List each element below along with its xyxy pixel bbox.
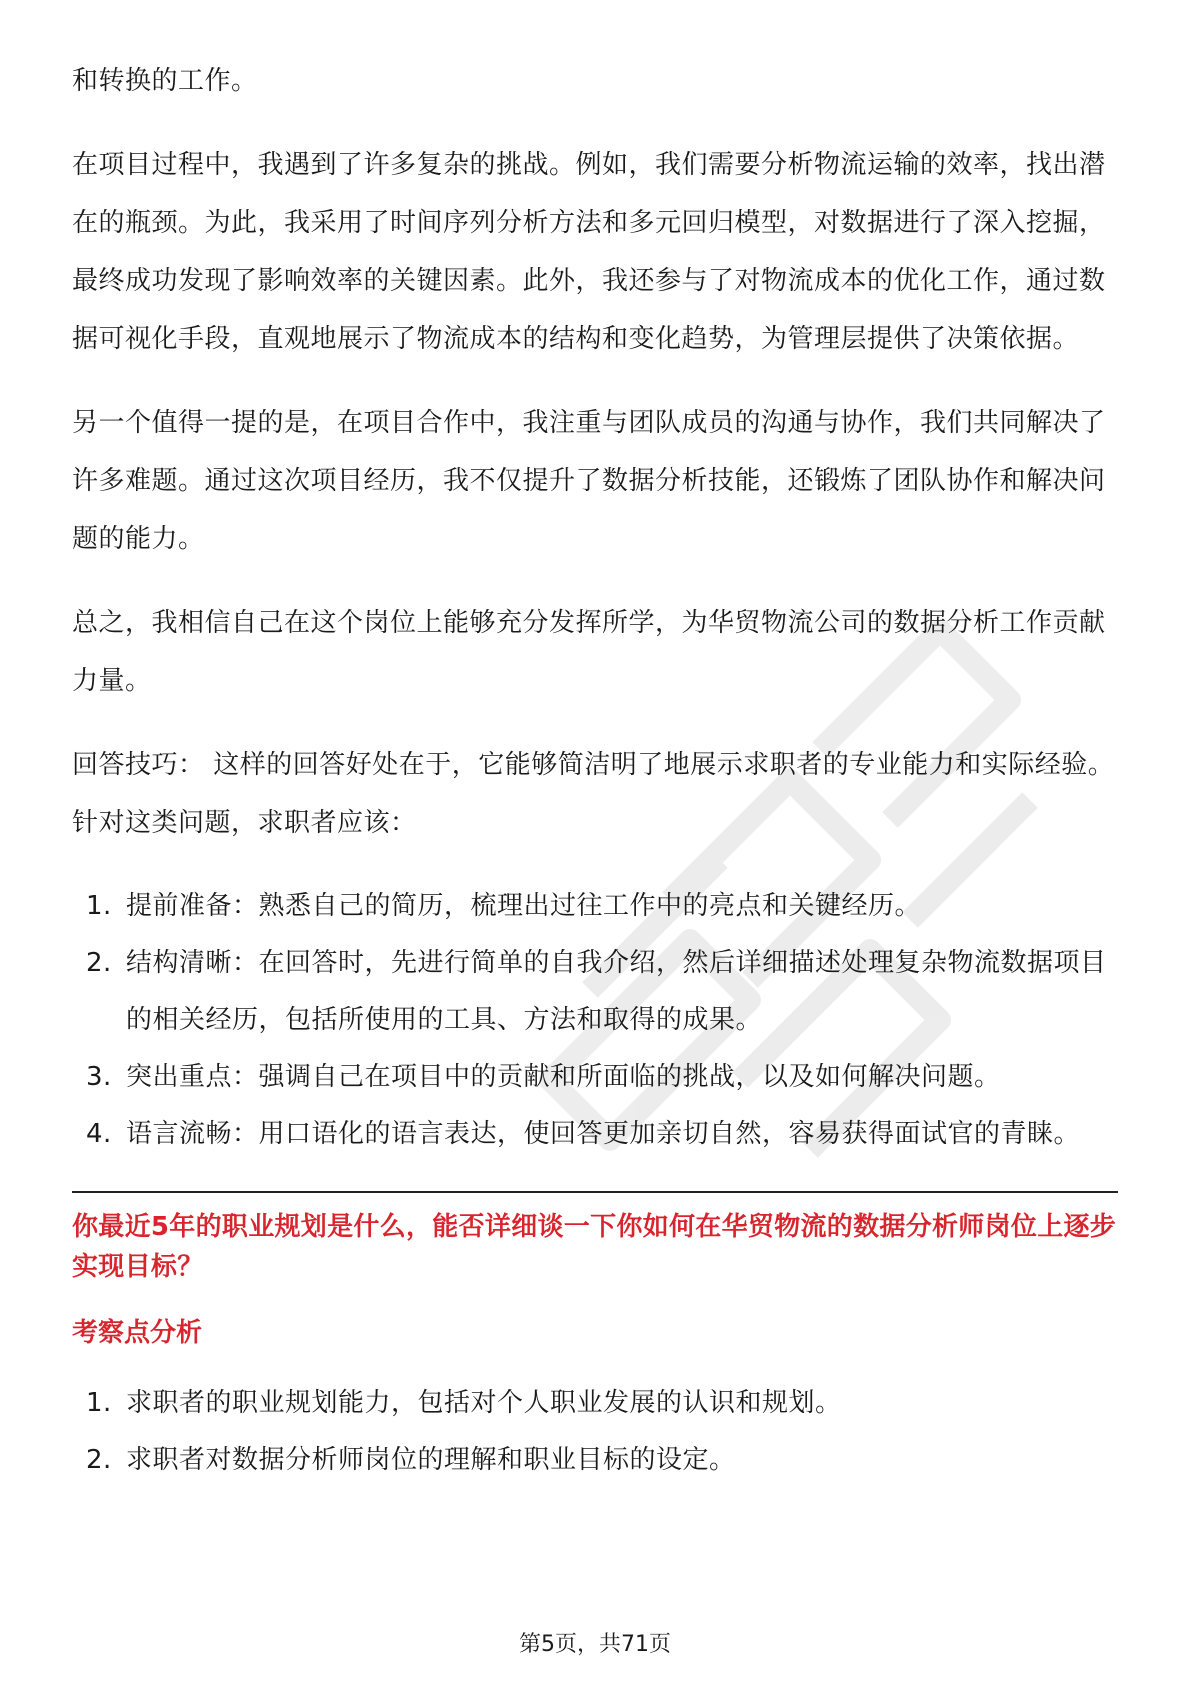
list-item-number: 3. bbox=[86, 1062, 112, 1092]
list-item-number: 4. bbox=[86, 1119, 112, 1149]
list-item-text: 提前准备：熟悉自己的简历，梳理出过往工作中的亮点和关键经历。 bbox=[126, 891, 922, 921]
interview-question: 你最近5年的职业规划是什么，能否详细谈一下你如何在华贸物流的数据分析师岗位上逐步实现目标？ bbox=[72, 1212, 1117, 1282]
list-item-number: 2. bbox=[86, 1445, 112, 1475]
tips-list bbox=[72, 878, 1118, 1163]
list-item-number: 1. bbox=[86, 1388, 112, 1418]
paragraph-conclusion: 总之，我相信自己在这个岗位上能够充分发挥所学，为华贸物流公司的数据分析工作贡献力量。 bbox=[72, 608, 1106, 696]
list-item bbox=[72, 935, 1118, 1049]
list-item-number: 1. bbox=[86, 891, 112, 921]
analysis-points-list bbox=[72, 1375, 1118, 1489]
paragraph-answer-tips-intro: 回答技巧： 这样的回答好处在于，它能够简洁明了地展示求职者的专业能力和实际经验。针对这类问题，求职者应该： bbox=[72, 750, 1115, 838]
list-item bbox=[72, 1432, 1118, 1489]
list-item-text: 求职者的职业规划能力，包括对个人职业发展的认识和规划。 bbox=[126, 1388, 842, 1418]
list-item bbox=[72, 1375, 1118, 1432]
list-item-number: 2. bbox=[86, 948, 112, 978]
list-item-text: 语言流畅：用口语化的语言表达，使回答更加亲切自然，容易获得面试官的青睐。 bbox=[126, 1119, 1081, 1149]
page-footer: 第5页，共71页 bbox=[519, 1632, 671, 1657]
document-page bbox=[72, 52, 1118, 1489]
paragraph-team-collaboration: 另一个值得一提的是，在项目合作中，我注重与团队成员的沟通与协作，我们共同解决了许多难题。通过这次项目经历，我不仅提升了数据分析技能，还锻炼了团队协作和解决问题的能力。 bbox=[72, 408, 1106, 554]
list-item-text: 突出重点：强调自己在项目中的贡献和所面临的挑战，以及如何解决问题。 bbox=[126, 1062, 1001, 1092]
list-item bbox=[72, 1049, 1118, 1106]
list-item-text: 结构清晰：在回答时，先进行简单的自我介绍，然后详细描述处理复杂物流数据项目的相关经历，包括所使用的工具、方法和取得的成果。 bbox=[126, 948, 1107, 1035]
section-divider bbox=[72, 1191, 1118, 1193]
paragraph-continuation: 和转换的工作。 bbox=[72, 66, 258, 96]
list-item bbox=[72, 1106, 1118, 1163]
paragraph-project-challenges: 在项目过程中，我遇到了许多复杂的挑战。例如，我们需要分析物流运输的效率，找出潜在的瓶颈。为此，我采用了时间序列分析方法和多元回归模型，对数据进行了深入挖掘，最终成功发现了影响效率的关键因素。此外，我还参与了对物流成本的优化工作，通过数据可视化手段，直观地展示了物流成本的结构和变化趋势，为管理层提供了决策依据。 bbox=[72, 150, 1106, 354]
section-heading: 考察点分析 bbox=[72, 1318, 203, 1348]
list-item-text: 求职者对数据分析师岗位的理解和职业目标的设定。 bbox=[126, 1445, 736, 1475]
list-item bbox=[72, 878, 1118, 935]
